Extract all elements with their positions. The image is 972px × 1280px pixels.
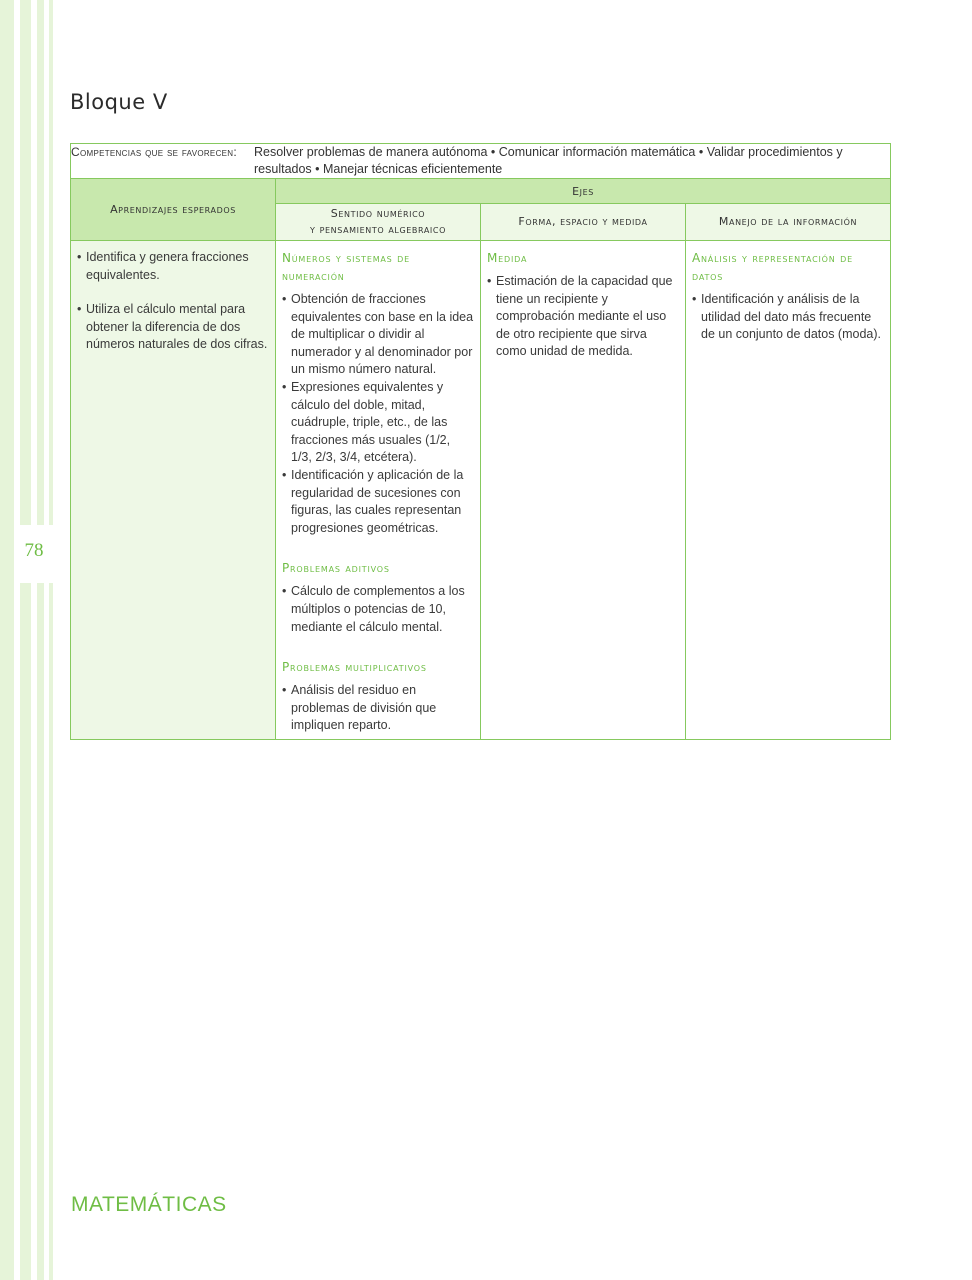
competencias-label: Competencias que se favorecen: (71, 145, 237, 159)
aprendizajes-cell (71, 241, 276, 740)
sentido-numerico-cell (276, 241, 481, 740)
section-title: Medida (487, 251, 528, 265)
content-item: • Obtención de fracciones equivalentes con base en la idea de multiplicar o dividir al numerador y al denominador por un mismo número natural. (282, 291, 474, 379)
ejes-header-label: Ejes (572, 184, 594, 198)
decorative-stripes (0, 0, 60, 1280)
content-item: • Cálculo de complementos a los múltiplos o potencias de 10, mediante el cálculo mental. (282, 583, 474, 636)
page-number: 78 (24, 540, 44, 561)
col-header-forma-espacio (481, 204, 686, 241)
col-header-sentido-numerico (276, 204, 481, 241)
competencias-row (71, 144, 891, 179)
section-title: Problemas multiplicativos (282, 660, 427, 675)
competencias-text: Resolver problemas de manera autónoma • Comunicar información matemática • Validar procedimientos y resultados • Manejar técnicas eficientemente (254, 145, 843, 176)
content-item: • Identificación y análisis de la utilidad del dato más frecuente de un conjunto de datos (moda). (692, 291, 884, 344)
col3-header-label: Manejo de la información (718, 215, 858, 228)
block-title: Bloque V (70, 90, 168, 114)
section-title: Problemas aditivos (282, 561, 390, 576)
col1-header-line2: y pensamiento algebraico (310, 223, 446, 236)
content-item: • Expresiones equivalentes y cálculo del doble, mitad, cuádruple, triple, etc., de las fracciones más usuales (1/2, 1/3, 2/3, 3/4, etcétera). (282, 379, 474, 467)
content-item: • Estimación de la capacidad que tiene un recipiente y comprobación mediante el uso de otro recipiente que sirva como unidad de medida. (487, 273, 679, 361)
footer-subject: MATEMÁTICAS (71, 1193, 227, 1216)
aprendizaje-item: • Utiliza el cálculo mental para obtener la diferencia de dos números naturales de dos cifras. (77, 301, 269, 354)
col-header-manejo-informacion (686, 204, 891, 241)
content-item: • Identificación y aplicación de la regularidad de sucesiones con figuras, las cuales representan progresiones geométricas. (282, 467, 474, 537)
aprendizajes-header (71, 179, 276, 241)
aprendizaje-item: • Identifica y genera fracciones equivalentes. (77, 249, 269, 284)
planning-table (70, 143, 891, 740)
section-title: Análisis y representación de datos (692, 251, 853, 283)
section-title: Números y sistemas de numeración (282, 251, 410, 283)
content-item: • Análisis del residuo en problemas de división que impliquen reparto. (282, 682, 474, 735)
ejes-header (276, 179, 891, 204)
col1-header-line1: Sentido numérico (330, 207, 426, 220)
col2-header-label: Forma, espacio y medida (518, 215, 648, 228)
competencias-cell (71, 144, 891, 179)
aprendizajes-header-label: Aprendizajes esperados (110, 203, 236, 216)
forma-espacio-cell (481, 241, 686, 740)
manejo-informacion-cell (686, 241, 891, 740)
